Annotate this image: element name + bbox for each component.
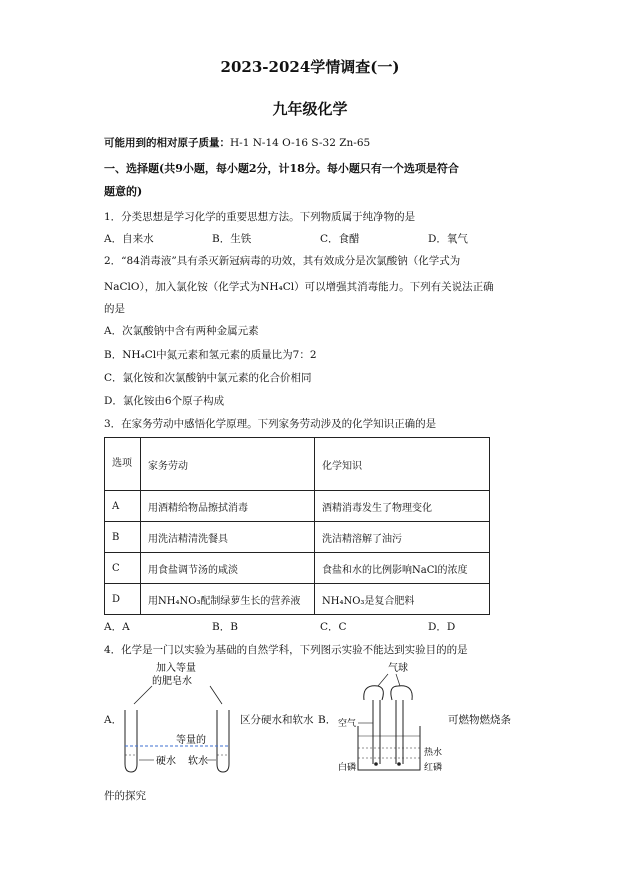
hard-soft-water-figure (118, 660, 240, 776)
figure-label-equal: 等量的 (176, 735, 206, 746)
pointer-line (210, 686, 222, 704)
white-phosphorus (374, 762, 378, 766)
q4-option-b-caption: 可燃物燃烧条 (448, 714, 511, 726)
pointer-line (396, 674, 400, 686)
atomic-masses-values: H-1 N-14 O-16 S-32 Zn-65 (230, 137, 371, 149)
exam-subtitle: 九年级化学 (272, 100, 348, 118)
table-cell: 食盐和水的比例影响NaCl的浓度 (315, 553, 490, 584)
table-header-row (105, 438, 490, 491)
table-row (105, 584, 490, 615)
table-header-cell: 选项 (105, 438, 141, 491)
table-header-cell: 家务劳动 (141, 438, 315, 491)
table-cell: C (105, 553, 141, 584)
q3-option-a: A．A (104, 621, 130, 633)
table-cell: NH₄NO₃是复合肥料 (315, 584, 490, 615)
q2-option-a: A．次氯酸钠中含有两种金属元素 (104, 325, 259, 337)
atomic-masses-label: 可能用到的相对原子质量： (104, 137, 230, 149)
figure-label-soft: 软水 (188, 756, 208, 767)
table-cell: D (105, 584, 141, 615)
table-cell: 洗洁精溶解了油污 (315, 522, 490, 553)
pointer-line (378, 674, 388, 686)
q3-option-c: C．C (320, 621, 347, 633)
table-row (105, 553, 490, 584)
red-phosphorus (397, 762, 401, 766)
table-cell: 酒精消毒发生了物理变化 (315, 491, 490, 522)
balloon-right (391, 686, 412, 700)
figure-label-air: 空气 (338, 719, 357, 729)
q4-option-a-caption: 区分硬水和软水 (240, 714, 314, 726)
section-heading-cont: 题意的) (104, 185, 143, 198)
figure-label-hard: 硬水 (156, 756, 176, 767)
table-cell: B (105, 522, 141, 553)
q2-option-d: D．氯化铵由6个原子构成 (104, 395, 225, 407)
q3-table (104, 437, 490, 615)
test-tube-right (217, 710, 229, 772)
q3-option-d: D．D (428, 621, 456, 633)
table-header-cell: 化学知识 (315, 438, 490, 491)
table-cell: A (105, 491, 141, 522)
q4-option-b-letter: B． (318, 714, 337, 726)
test-tube-left (125, 710, 137, 772)
atomic-masses (104, 136, 370, 150)
q2-option-b: B．NH₄Cl中氮元素和氢元素的质量比为7：2 (104, 349, 317, 361)
q4-option-a-letter: A． (104, 714, 123, 726)
section-heading: 一、选择题(共9小题，每小题2分，计18分。每小题只有一个选项是符合 (104, 162, 459, 175)
q2-option-c: C．氯化铵和次氯酸钠中氯元素的化合价相同 (104, 372, 312, 384)
table-cell: 用洗洁精清洗餐具 (141, 522, 315, 553)
q3-option-b: B．B (212, 621, 238, 633)
pointer-line (134, 686, 152, 704)
table-cell: 用酒精给物品擦拭消毒 (141, 491, 315, 522)
table-cell: 用食盐调节汤的咸淡 (141, 553, 315, 584)
q2-stem-1: 2．“84消毒液”具有杀灭新冠病毒的功效，其有效成分是次氯酸钠（化学式为 (104, 255, 461, 267)
q2-stem-3: 的是 (104, 303, 125, 315)
exam-title: 2023-2024学情调查(一) (220, 58, 400, 76)
figure-label-soap: 的肥皂水 (152, 676, 192, 687)
figure-label-hotwater: 热水 (424, 748, 443, 758)
q1-option-c: C．食醋 (320, 233, 360, 245)
table-cell: 用NH₄NO₃配制绿萝生长的营养液 (141, 584, 315, 615)
figure-label-red-p: 红磷 (424, 763, 443, 773)
balloon-left (364, 686, 384, 700)
table-row (105, 491, 490, 522)
combustion-figure (336, 660, 443, 776)
q1-option-a: A．自来水 (104, 233, 154, 245)
q4-option-b-caption-cont: 件的探究 (104, 790, 146, 802)
figure-label-balloon: 气球 (388, 663, 408, 674)
q2-stem-2: NaClO），加入氯化铵（化学式为NH₄Cl）可以增强其消毒能力。下列有关说法正确 (104, 281, 494, 293)
figure-label-add: 加入等量 (156, 663, 196, 674)
q4-stem: 4．化学是一门以实验为基础的自然学科，下列图示实验不能达到实验目的的是 (104, 644, 468, 656)
q3-stem: 3．在家务劳动中感悟化学原理。下列家务劳动涉及的化学知识正确的是 (104, 418, 437, 430)
figure-label-white-p: 白磷 (338, 763, 357, 773)
q1-stem: 1．分类思想是学习化学的重要思想方法。下列物质属于纯净物的是 (104, 211, 416, 223)
q1-option-d: D．氧气 (428, 233, 468, 245)
table-row (105, 522, 490, 553)
q1-option-b: B．生铁 (212, 233, 252, 245)
